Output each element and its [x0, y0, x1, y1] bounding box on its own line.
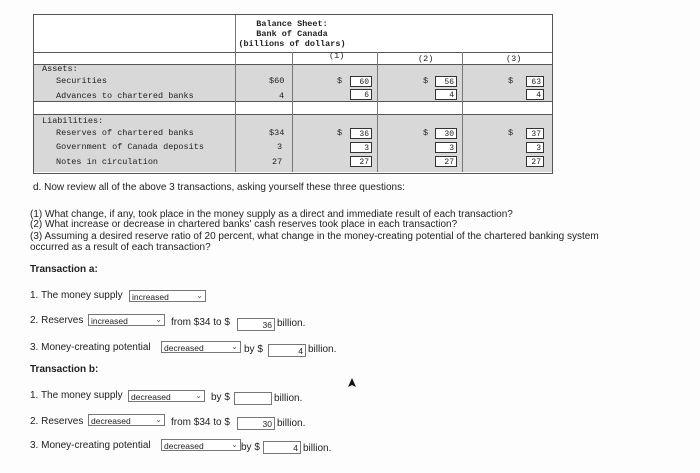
select-value: decreased — [91, 416, 131, 426]
select-value: increased — [132, 292, 169, 302]
chevron-down-icon: ⌄ — [231, 342, 238, 351]
txb-potential-label: 3. Money-creating potential — [30, 440, 151, 451]
question-2: (2) What increase or decrease in chartered banks' cash reserves took place in each transaction? — [30, 219, 458, 230]
dollar-sign: $ — [508, 76, 514, 86]
txa-reserves-select[interactable] — [88, 314, 165, 326]
txa-billion-label: billion. — [308, 344, 337, 355]
txb-potential-input[interactable]: 4 — [263, 441, 301, 454]
txa-billion-label: billion. — [277, 318, 306, 329]
txa-potential-label: 3. Money-creating potential — [30, 342, 151, 353]
dollar-sign: $ — [423, 128, 429, 138]
select-value: decreased — [164, 343, 204, 353]
question-3-cont: occurred as a result of each transaction? — [30, 242, 211, 253]
txb-billion-label: billion. — [303, 443, 332, 454]
txb-by-label: by $ — [241, 442, 260, 453]
txb-money-supply-input[interactable] — [234, 392, 272, 405]
txb-from-label: from $34 to $ — [171, 417, 230, 428]
header-line — [34, 52, 552, 53]
select-value: decreased — [164, 441, 204, 451]
col-header-3: (3) — [506, 54, 522, 64]
value-cell: 4 — [526, 89, 544, 100]
liabilities-label: Liabilities: — [42, 116, 104, 126]
txb-reserves-label: 2. Reserves — [30, 416, 84, 427]
row-label: Notes in circulation — [56, 157, 159, 167]
txb-money-supply-select[interactable] — [128, 390, 205, 402]
txb-potential-select[interactable] — [161, 439, 241, 451]
col-header-2: (2) — [418, 54, 434, 64]
txa-money-supply-label: 1. The money supply — [30, 290, 123, 301]
dollar-sign: $ — [508, 128, 514, 138]
select-value: decreased — [131, 392, 171, 402]
question-heading: d. Now review all of the above 3 transactions, asking yourself these three questions: — [33, 182, 405, 193]
balance-sheet-table — [33, 14, 553, 174]
orig-value: 3 — [277, 142, 283, 152]
txb-reserves-select[interactable] — [88, 414, 165, 426]
col-divider — [462, 52, 463, 172]
chevron-down-icon: ⌄ — [195, 391, 202, 400]
row-label: Government of Canada deposits — [56, 142, 204, 152]
orig-value: $60 — [269, 76, 285, 86]
value-cell: 27 — [350, 156, 372, 167]
value-cell: 3 — [526, 142, 544, 153]
sheet-units: (billions of dollars) — [238, 39, 346, 49]
chevron-down-icon: ⌄ — [196, 291, 203, 300]
row-label: Securities — [56, 76, 108, 86]
txb-money-supply-label: 1. The money supply — [30, 390, 123, 401]
chevron-down-icon: ⌄ — [231, 440, 238, 449]
dollar-sign: $ — [423, 76, 429, 86]
col-divider — [292, 52, 293, 172]
txa-reserves-label: 2. Reserves — [30, 315, 84, 326]
dollar-sign: $ — [337, 128, 343, 138]
txb-reserves-input[interactable]: 30 — [237, 417, 275, 430]
value-cell: 60 — [350, 76, 372, 87]
question-3: (3) Assuming a desired reserve ratio of 20 percent, what change in the money-creating potential of the chartered banking system — [30, 231, 599, 242]
row-label: Reserves of chartered banks — [56, 128, 194, 138]
orig-value: 27 — [272, 157, 283, 167]
value-cell: 63 — [526, 76, 544, 87]
txa-potential-input[interactable]: 4 — [268, 344, 306, 357]
orig-value: 4 — [279, 91, 285, 101]
value-cell: 3 — [350, 142, 372, 153]
value-cell: 56 — [435, 76, 457, 87]
row-label: Advances to chartered banks — [56, 91, 194, 101]
assets-label: Assets: — [42, 64, 78, 74]
chevron-down-icon: ⌄ — [155, 315, 162, 324]
txa-money-supply-select[interactable] — [129, 290, 206, 302]
txa-from-label: from $34 to $ — [171, 317, 230, 328]
value-cell: 27 — [526, 156, 544, 167]
txb-billion-label: billion. — [274, 393, 303, 404]
value-cell: 4 — [435, 89, 457, 100]
value-cell: 3 — [435, 142, 457, 153]
dollar-sign: $ — [337, 76, 343, 86]
txa-by-label: by $ — [244, 344, 263, 355]
orig-value: $34 — [269, 128, 285, 138]
col-divider — [377, 52, 378, 172]
sheet-subtitle: Bank of Canada — [256, 29, 328, 39]
value-cell: 30 — [435, 128, 457, 139]
transaction-a-title: Transaction a: — [30, 264, 98, 275]
value-cell: 27 — [435, 156, 457, 167]
txa-reserves-input[interactable]: 36 — [237, 318, 275, 331]
cursor-arrow-icon — [347, 377, 357, 389]
col-header-1: (1) — [329, 51, 345, 61]
chevron-down-icon: ⌄ — [155, 415, 162, 424]
liab-line — [34, 114, 552, 115]
value-cell: 36 — [350, 128, 372, 139]
transaction-b-title: Transaction b: — [30, 364, 99, 375]
value-cell: 6 — [350, 89, 372, 100]
question-1: (1) What change, if any, took place in the money supply as a direct and immediate result of each transaction? — [30, 209, 513, 220]
txb-by-label: by $ — [211, 392, 230, 403]
value-cell: 37 — [526, 128, 544, 139]
select-value: increased — [91, 316, 128, 326]
txb-billion-label: billion. — [277, 418, 306, 429]
txa-potential-select[interactable] — [161, 341, 241, 353]
assets-end-line — [34, 101, 552, 102]
assets-line — [34, 64, 552, 65]
sheet-title: Balance Sheet: — [256, 19, 328, 29]
